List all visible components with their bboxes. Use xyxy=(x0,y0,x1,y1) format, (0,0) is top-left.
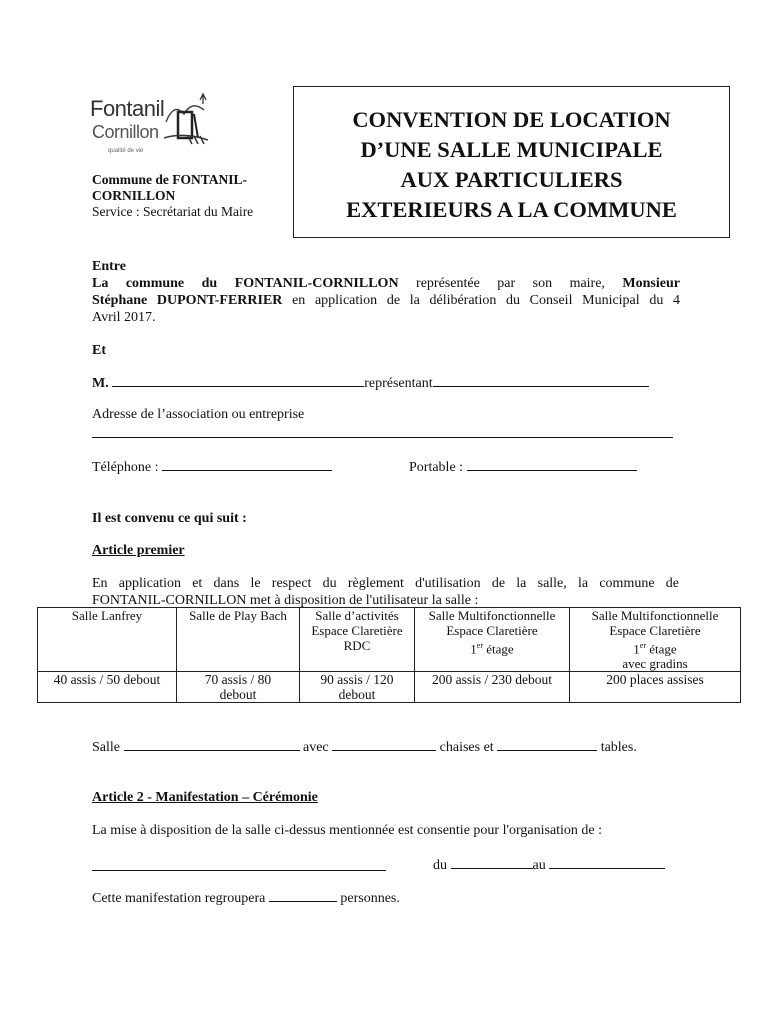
table-header-cell: Salle de Play Bach xyxy=(177,608,300,672)
represented-text: représentée par son maire, xyxy=(398,276,623,291)
dates-line xyxy=(433,856,665,874)
entre-label: Entre xyxy=(92,259,126,274)
article1-line-1: En application et dans le respect du règlement d'utilisation de la salle, la commune de xyxy=(92,576,679,591)
telephone-line xyxy=(92,458,332,476)
table-header-cell: Salle Multifonctionnelle Espace Claretière 1er étage avec gradins xyxy=(570,608,741,672)
maire-name: Stéphane DUPONT-FERRIER xyxy=(92,293,283,308)
au-label: au xyxy=(532,858,546,873)
capacity-cell: 40 assis / 50 debout xyxy=(38,672,177,703)
capacity-cell: 200 assis / 230 debout xyxy=(415,672,570,703)
convenu-label: Il est convenu ce qui suit : xyxy=(92,511,247,526)
personnes-label: personnes. xyxy=(340,891,400,906)
title-line-2: D’UNE SALLE MUNICIPALE xyxy=(360,137,663,162)
title-box xyxy=(293,86,730,238)
parties-line-1 xyxy=(92,275,680,292)
representant-label: représentant xyxy=(364,376,433,391)
logo-tagline: qualité de vie xyxy=(108,148,144,154)
title-line-1: CONVENTION DE LOCATION xyxy=(352,107,671,132)
portable-label: Portable : xyxy=(409,460,464,475)
table-header-cell: Salle Lanfrey xyxy=(38,608,177,672)
parties-section xyxy=(92,258,680,326)
adresse-field[interactable] xyxy=(92,437,673,438)
portable-field[interactable] xyxy=(467,458,637,471)
commune-logo xyxy=(90,92,220,170)
personnes-field[interactable] xyxy=(269,889,337,902)
date-start-field[interactable] xyxy=(451,856,533,869)
article2-heading: Article 2 - Manifestation – Cérémonie xyxy=(92,790,318,805)
capacity-cell: 90 assis / 120 debout xyxy=(300,672,415,703)
m-label: M. xyxy=(92,376,109,391)
chaises-label: chaises et xyxy=(439,740,494,755)
tables-label: tables. xyxy=(600,740,637,755)
manifestation-field[interactable] xyxy=(92,870,386,871)
m-name-field[interactable] xyxy=(112,374,364,387)
salle-label: Salle xyxy=(92,740,120,755)
table-row xyxy=(38,672,741,703)
title-line-4: EXTERIEURS A LA COMMUNE xyxy=(346,197,677,222)
representant-field[interactable] xyxy=(433,374,649,387)
service-label: Service : Secrétariat du Maire xyxy=(92,204,254,219)
table-header-row xyxy=(38,608,741,672)
chaises-field[interactable] xyxy=(332,738,436,751)
logo-text-2: Cornillon xyxy=(92,122,159,142)
regroupera-label: Cette manifestation regroupera xyxy=(92,891,266,906)
tables-field[interactable] xyxy=(497,738,597,751)
m-line xyxy=(92,374,649,392)
capacity-cell: 70 assis / 80 debout xyxy=(177,672,300,703)
table-header-cell: Salle d’activités Espace Claretière RDC xyxy=(300,608,415,672)
telephone-field[interactable] xyxy=(162,458,332,471)
et-label: Et xyxy=(92,343,106,358)
article1-line-2: FONTANIL-CORNILLON met à disposition de l'utilisateur la salle : xyxy=(92,593,479,608)
table-header-cell: Salle Multifonctionnelle Espace Claretière 1er étage xyxy=(415,608,570,672)
commune-name-1: Commune de FONTANIL- xyxy=(92,172,247,187)
adresse-label: Adresse de l’association ou entreprise xyxy=(92,407,305,422)
portable-line xyxy=(409,458,637,476)
date-end-field[interactable] xyxy=(549,856,665,869)
salle-field[interactable] xyxy=(124,738,300,751)
parties-line-2 xyxy=(92,292,680,309)
salles-table xyxy=(37,607,741,703)
commune-block xyxy=(92,172,253,220)
title-line-3: AUX PARTICULIERS xyxy=(400,167,623,192)
maire-title: Monsieur xyxy=(622,276,680,291)
commune-party: La commune du FONTANIL-CORNILLON xyxy=(92,276,399,291)
capacity-cell: 200 places assises xyxy=(570,672,741,703)
avec-label: avec xyxy=(303,740,329,755)
deliberation-text: en application de la délibération du Conseil Municipal du 4 xyxy=(282,293,681,308)
regroupera-line xyxy=(92,889,400,907)
article1-heading: Article premier xyxy=(92,543,185,558)
commune-name-2: CORNILLON xyxy=(92,188,176,203)
logo-text-1: Fontanil xyxy=(90,96,165,121)
salle-line xyxy=(92,738,637,756)
deliberation-date: Avril 2017. xyxy=(92,310,156,325)
article1-text xyxy=(92,575,679,609)
article2-text: La mise à disposition de la salle ci-dessus mentionnée est consentie pour l'organisation de : xyxy=(92,823,603,838)
logo-emblem-icon xyxy=(164,92,214,152)
du-label: du xyxy=(433,858,447,873)
telephone-label: Téléphone : xyxy=(92,460,159,475)
